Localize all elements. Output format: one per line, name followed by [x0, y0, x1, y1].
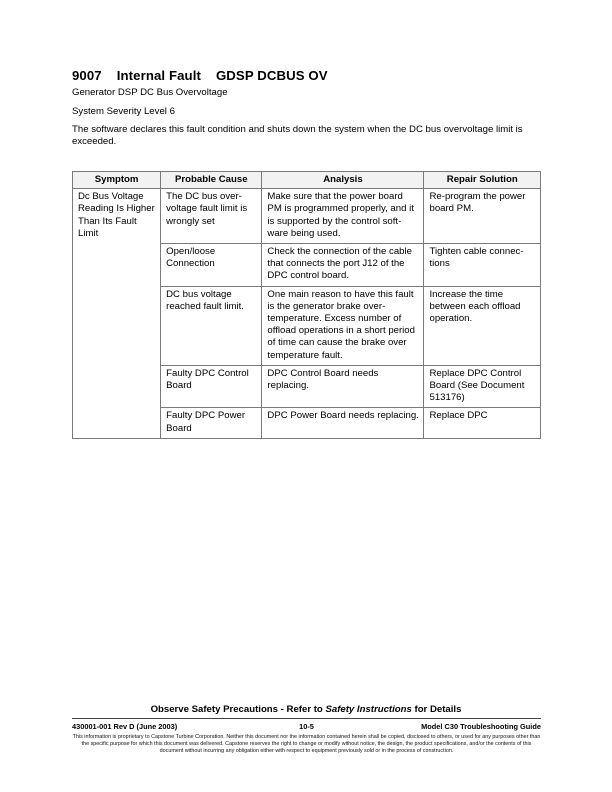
fault-description: The software declares this fault condition and shuts down the system when the DC bus overvoltage limit is exceeded.	[72, 124, 523, 148]
cause-cell: The DC bus over-voltage fault limit is wrongly set	[161, 189, 262, 244]
fault-heading	[72, 68, 328, 83]
fault-subtitle: Generator DSP DC Bus Overvoltage	[72, 87, 228, 98]
guide-title: Model C30 Troubleshooting Guide	[421, 722, 541, 731]
safety-suffix: for Details	[411, 704, 462, 715]
page-number: 10-5	[299, 722, 314, 731]
analysis-cell: One main reason to have this fault is the generator brake over-temperature. Excess number of offload operations in a short period of time can cause the brake over temperature fault.	[262, 286, 424, 365]
legal-notice: This information is proprietary to Capstone Turbine Corporation. Neither this document nor the information contained herein shall be copied, disclosed to others, or used for any purposes other than the specific purpose for which this document was delivered. Capstone reserves the right to change or modify without notice, the design, the product specifications, and/or the contents of this document without incurring any obligation either with respect to equipment previously sold or in the process of construction.	[72, 734, 541, 754]
solution-cell: Re-program the power board PM.	[424, 189, 541, 244]
footer-divider	[72, 718, 541, 719]
solution-cell: Replace DPC	[424, 408, 541, 438]
troubleshooting-table	[72, 171, 541, 439]
solution-cell: Replace DPC Control Board (See Document 513176)	[424, 365, 541, 408]
cause-cell: Faulty DPC Control Board	[161, 365, 262, 408]
column-header-repair-solution: Repair Solution	[424, 172, 541, 189]
safety-instructions-reference: Safety Instructions	[325, 704, 412, 715]
analysis-cell: Make sure that the power board PM is programmed properly, and it is supported by the control soft-ware being used.	[262, 189, 424, 244]
table-header-row	[73, 172, 541, 189]
fault-category: Internal Fault	[116, 68, 201, 83]
column-header-probable-cause: Probable Cause	[161, 172, 262, 189]
solution-cell: Increase the time between each offload operation.	[424, 286, 541, 365]
analysis-cell: Check the connection of the cable that connects the port J12 of the DPC control board.	[262, 244, 424, 287]
cause-cell: Open/loose Connection	[161, 244, 262, 287]
analysis-cell: DPC Control Board needs replacing.	[262, 365, 424, 408]
cause-cell: DC bus voltage reached fault limit.	[161, 286, 262, 365]
analysis-cell: DPC Power Board needs replacing.	[262, 408, 424, 438]
fault-name: GDSP DCBUS OV	[215, 68, 328, 83]
table-row	[73, 189, 541, 244]
document-number: 430001-001 Rev D (June 2003)	[72, 722, 178, 731]
safety-prefix: Observe Safety Precautions - Refer to	[150, 704, 326, 715]
column-header-analysis: Analysis	[262, 172, 424, 189]
fault-code: 9007	[72, 68, 102, 83]
severity-level: System Severity Level 6	[72, 106, 175, 117]
symptom-cell: Dc Bus Voltage Reading Is Higher Than Its Fault Limit	[73, 189, 161, 439]
cause-cell: Faulty DPC Power Board	[161, 408, 262, 438]
solution-cell: Tighten cable connec-tions	[424, 244, 541, 287]
safety-notice	[0, 704, 612, 715]
column-header-symptom: Symptom	[73, 172, 161, 189]
